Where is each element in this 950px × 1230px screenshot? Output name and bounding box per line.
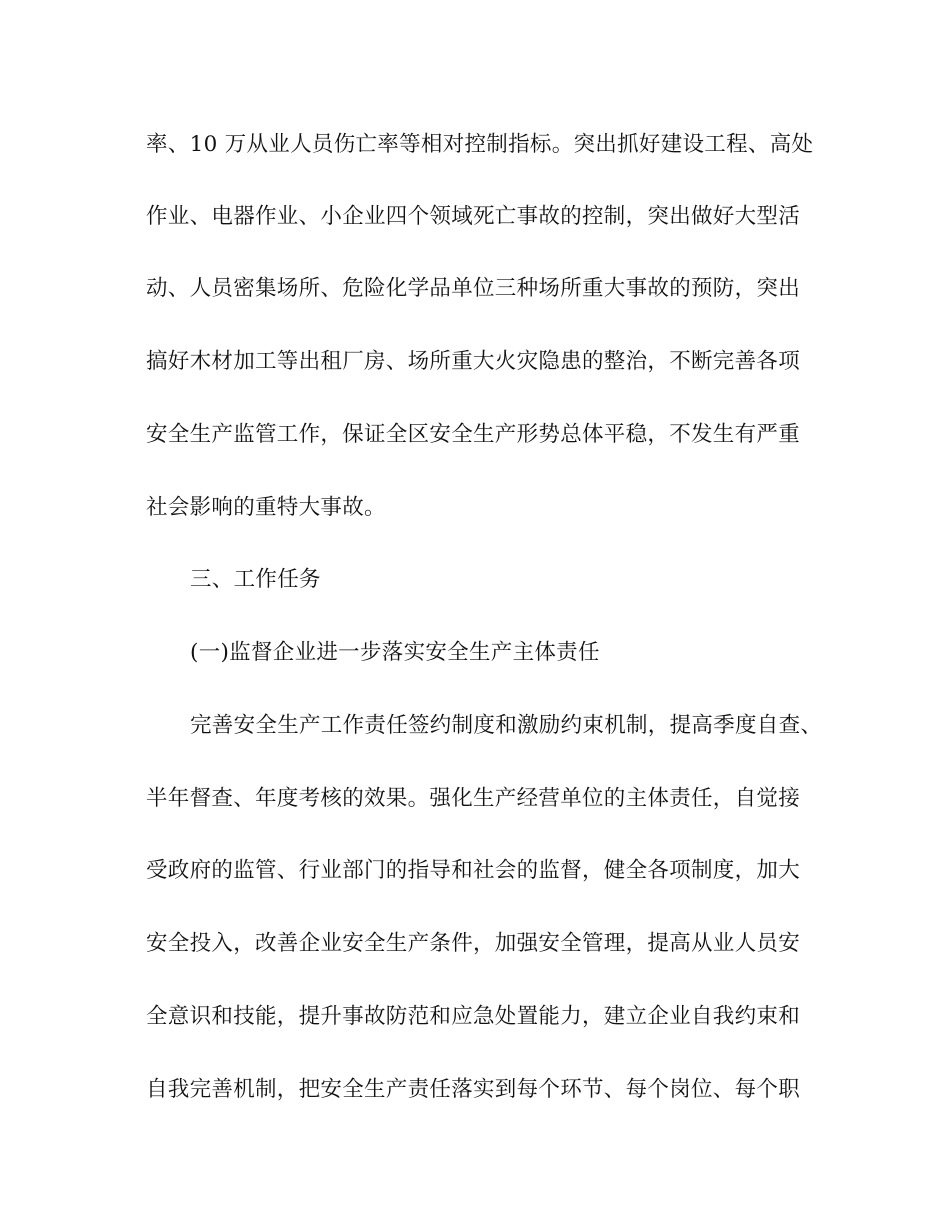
- paragraph-line: 半年督查、年度考核的效果。强化生产经营单位的主体责任，自觉接: [146, 786, 801, 811]
- paragraph-line: 受政府的监管、行业部门的指导和社会的监督，健全各项制度，加大: [146, 858, 801, 883]
- paragraph-line: 安全生产监管工作，保证全区安全生产形势总体平稳，不发生有严重: [146, 422, 801, 447]
- paragraph-line: 社会影响的重特大事故。: [146, 495, 386, 520]
- paragraph-line: 动、人员密集场所、危险化学品单位三种场所重大事故的预防，突出: [146, 276, 801, 301]
- paragraph-line: 率、10 万从业人员伤亡率等相对控制指标。突出抓好建设工程、高处: [146, 132, 814, 157]
- paragraph-line: 搞好木材加工等出租厂房、场所重大火灾隐患的整治，不断完善各项: [146, 349, 801, 374]
- paragraph-line: 完善安全生产工作责任签约制度和激励约束机制，提高季度自查、: [190, 713, 823, 738]
- subsection-heading: (一)监督企业进一步落实安全生产主体责任: [190, 640, 600, 665]
- paragraph-line: 作业、电器作业、小企业四个领域死亡事故的控制，突出做好大型活: [146, 204, 801, 229]
- paragraph-line: 安全投入，改善企业安全生产条件，加强安全管理，提高从业人员安: [146, 931, 801, 956]
- paragraph-line: 全意识和技能，提升事故防范和应急处置能力，建立企业自我约束和: [146, 1004, 801, 1029]
- section-heading: 三、工作任务: [190, 567, 321, 592]
- paragraph-line: 自我完善机制，把安全生产责任落实到每个环节、每个岗位、每个职: [146, 1077, 801, 1102]
